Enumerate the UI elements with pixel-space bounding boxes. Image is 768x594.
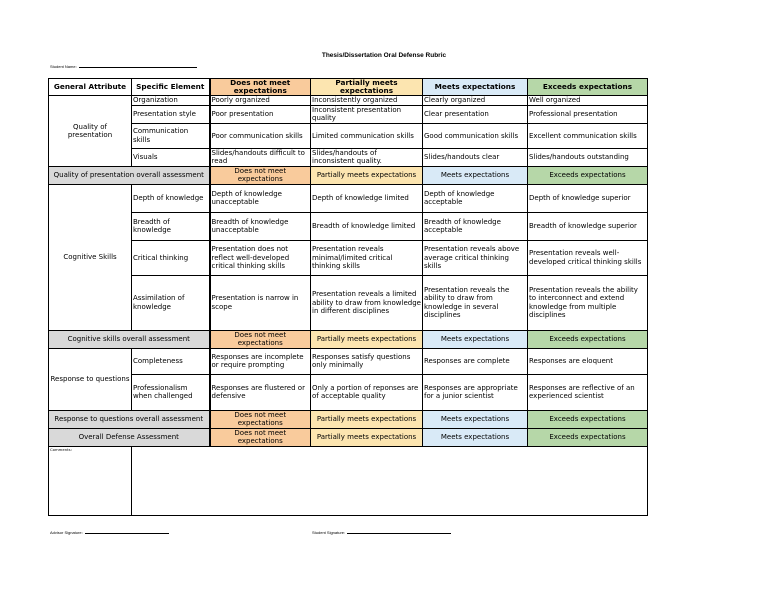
rubric-cell: Depth of knowledge unacceptable — [210, 184, 311, 212]
rating-meets[interactable]: Meets expectations — [423, 330, 528, 348]
rating-partially-meets[interactable]: Partially meets expectations — [311, 428, 423, 446]
rubric-cell: Breadth of knowledge acceptable — [423, 212, 528, 240]
rubric-cell: Professional presentation — [528, 106, 648, 124]
rubric-cell: Poor communication skills — [210, 123, 311, 148]
specific-element: Depth of knowledge — [132, 184, 210, 212]
overall-defense-label: Overall Defense Assessment — [49, 428, 210, 446]
rating-partially-meets[interactable]: Partially meets expectations — [311, 166, 423, 184]
rating-meets[interactable]: Meets expectations — [423, 166, 528, 184]
overall-assessment-label: Quality of presentation overall assessment — [49, 166, 210, 184]
rubric-cell: Good communication skills — [423, 123, 528, 148]
overall-assessment-row — [49, 410, 648, 428]
rubric-table — [48, 78, 648, 516]
header-does-not-meet: Does not meet expectations — [210, 79, 311, 96]
rubric-cell: Responses are flustered or defensive — [210, 374, 311, 410]
rubric-cell: Presentation reveals the ability to draw from knowledge in several disciplines — [423, 275, 528, 330]
header-exceeds: Exceeds expectations — [528, 79, 648, 96]
specific-element: Critical thinking — [132, 240, 210, 275]
header-specific-element: Specific Element — [132, 79, 210, 96]
rubric-cell: Slides/handouts of inconsistent quality. — [311, 148, 423, 166]
specific-element: Presentation style — [132, 106, 210, 124]
rating-exceeds[interactable]: Exceeds expectations — [528, 330, 648, 348]
rating-exceeds[interactable]: Exceeds expectations — [528, 428, 648, 446]
advisor-signature-line — [85, 529, 169, 534]
comments-area[interactable] — [132, 446, 648, 515]
overall-defense-row — [49, 428, 648, 446]
header-row — [49, 79, 648, 96]
table-row — [49, 148, 648, 166]
rubric-cell: Presentation reveals minimal/limited critical thinking skills — [311, 240, 423, 275]
rubric-cell: Responses are incomplete or require prompting — [210, 348, 311, 374]
specific-element: Organization — [132, 96, 210, 106]
overall-assessment-label: Response to questions overall assessment — [49, 410, 210, 428]
rating-meets[interactable]: Meets expectations — [423, 428, 528, 446]
rubric-cell: Slides/handouts clear — [423, 148, 528, 166]
rubric-cell: Poorly organized — [210, 96, 311, 106]
overall-assessment-row — [49, 330, 648, 348]
rubric-cell: Well organized — [528, 96, 648, 106]
table-row — [49, 184, 648, 212]
rubric-cell: Clearly organized — [423, 96, 528, 106]
specific-element: Professionalism when challenged — [132, 374, 210, 410]
rubric-cell: Clear presentation — [423, 106, 528, 124]
rubric-cell: Excellent communication skills — [528, 123, 648, 148]
table-row — [49, 374, 648, 410]
table-row — [49, 123, 648, 148]
rubric-cell: Depth of knowledge superior — [528, 184, 648, 212]
rubric-cell: Presentation reveals a limited ability to draw from knowledge in different disciplines — [311, 275, 423, 330]
header-meets: Meets expectations — [423, 79, 528, 96]
table-row — [49, 106, 648, 124]
rating-does-not-meet[interactable]: Does not meet expectations — [210, 428, 311, 446]
advisor-signature-field[interactable] — [50, 529, 169, 535]
rubric-cell: Depth of knowledge acceptable — [423, 184, 528, 212]
page-title: Thesis/Dissertation Oral Defense Rubric — [321, 52, 447, 59]
rating-partially-meets[interactable]: Partially meets expectations — [311, 330, 423, 348]
rubric-cell: Presentation reveals above average critical thinking skills — [423, 240, 528, 275]
rubric-cell: Slides/handouts difficult to read — [210, 148, 311, 166]
rating-does-not-meet[interactable]: Does not meet expectations — [210, 330, 311, 348]
student-signature-label: Student Signature: — [312, 530, 346, 535]
rubric-cell: Breadth of knowledge unacceptable — [210, 212, 311, 240]
rating-meets[interactable]: Meets expectations — [423, 410, 528, 428]
table-row — [49, 212, 648, 240]
overall-assessment-row — [49, 166, 648, 184]
rubric-cell: Poor presentation — [210, 106, 311, 124]
rubric-cell: Presentation is narrow in scope — [210, 275, 311, 330]
student-signature-field[interactable] — [312, 529, 451, 535]
rubric-cell: Responses are appropriate for a junior scientist — [423, 374, 528, 410]
general-attribute-cognitive: Cognitive Skills — [49, 184, 132, 330]
rubric-cell: Limited communication skills — [311, 123, 423, 148]
rubric-cell: Depth of knowledge limited — [311, 184, 423, 212]
student-signature-line — [347, 529, 451, 534]
advisor-signature-label: Advisor Signature: — [50, 530, 83, 535]
header-partially-meets: Partially meets expectations — [311, 79, 423, 96]
rubric-cell: Responses are complete — [423, 348, 528, 374]
rating-partially-meets[interactable]: Partially meets expectations — [311, 410, 423, 428]
student-name-line — [79, 63, 197, 68]
rating-does-not-meet[interactable]: Does not meet expectations — [210, 166, 311, 184]
rating-exceeds[interactable]: Exceeds expectations — [528, 166, 648, 184]
comments-row — [49, 446, 648, 515]
specific-element: Breadth of knowledge — [132, 212, 210, 240]
overall-assessment-label: Cognitive skills overall assessment — [49, 330, 210, 348]
specific-element: Completeness — [132, 348, 210, 374]
rubric-cell: Breadth of knowledge superior — [528, 212, 648, 240]
table-row — [49, 348, 648, 374]
table-row — [49, 96, 648, 106]
specific-element: Visuals — [132, 148, 210, 166]
rating-exceeds[interactable]: Exceeds expectations — [528, 410, 648, 428]
specific-element: Assimilation of knowledge — [132, 275, 210, 330]
rating-does-not-meet[interactable]: Does not meet expectations — [210, 410, 311, 428]
rubric-cell: Responses are eloquent — [528, 348, 648, 374]
rubric-cell: Presentation does not reflect well-developed critical thinking skills — [210, 240, 311, 275]
rubric-cell: Inconsistent presentation quality — [311, 106, 423, 124]
rubric-cell: Inconsistently organized — [311, 96, 423, 106]
rubric-cell: Responses are reflective of an experienced scientist — [528, 374, 648, 410]
rubric-cell: Slides/handouts outstanding — [528, 148, 648, 166]
rubric-cell: Presentation reveals the ability to interconnect and extend knowledge from multiple disciplines — [528, 275, 648, 330]
rubric-cell: Only a portion of reponses are of acceptable quality — [311, 374, 423, 410]
general-attribute-quality: Quality of presentation — [49, 96, 132, 167]
rubric-cell: Presentation reveals well-developed critical thinking skills — [528, 240, 648, 275]
general-attribute-response: Response to questions — [49, 348, 132, 410]
header-general-attribute: General Attribute — [49, 79, 132, 96]
rubric-cell: Breadth of knowledge limited — [311, 212, 423, 240]
rubric-cell: Responses satisfy questions only minimally — [311, 348, 423, 374]
comments-label: Comments: — [49, 446, 132, 515]
table-row — [49, 275, 648, 330]
table-row — [49, 240, 648, 275]
student-name-label: Student Name: — [50, 64, 77, 69]
student-name-field[interactable] — [50, 63, 197, 69]
specific-element: Communication skills — [132, 123, 210, 148]
